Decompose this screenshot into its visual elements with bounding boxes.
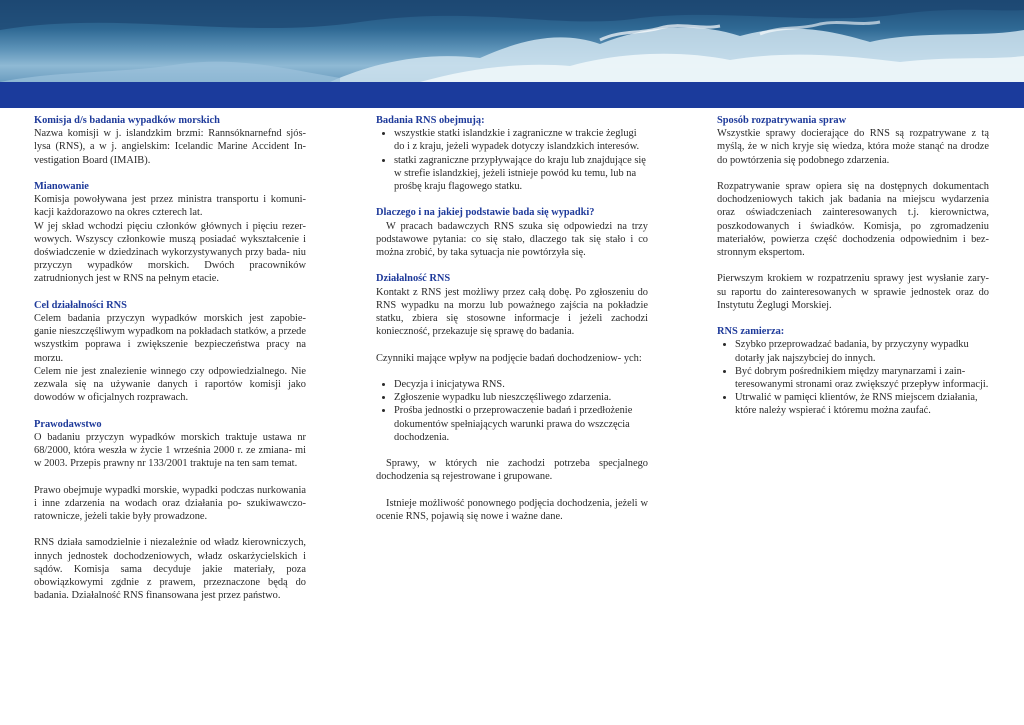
section-prawodawstwo bbox=[34, 418, 306, 471]
column-3 bbox=[717, 114, 989, 431]
section-heading: RNS zamierza: bbox=[717, 326, 785, 338]
wave-image bbox=[0, 0, 1024, 82]
list-item: • statki zagraniczne przypływające do kraju lub znajdujące się w strefie islandzkiej, jeżeli istnieje powód ku temu, lub na prośbę kraju flagowego statku. bbox=[394, 154, 648, 194]
list-item: • wszystkie statki islandzkie i zagraniczne w trakcie żeglugi do i z kraju, jeżeli wypadek dotyczy islandzkich interesów. bbox=[394, 127, 648, 153]
paragraph: RNS działa samodzielnie i niezależnie od władz kierowniczych, innych jednostek dochodzeniowych, władz oskarżycielskich i sądów. Komisja sama decyduje jakie materiały, poza obowiązkowymi zgdnie z prawem, przeznaczone będą do badania. Działalność RNS finansowana jest przez państwo. bbox=[34, 537, 306, 602]
paragraph: Rozpatrywanie spraw opiera się na dostępnych dokumentach dochodzeniowych takich jak badania na miejscu wydarzenia oraz oświadczeniach zainteresowanych t.j. kierownictwa, poszkodowanych i świadków. Komisja, po zgromadzeniu materiałów, powierza część dochodzenia odpowiednim i bez- stronnym ekspertom. bbox=[717, 181, 989, 259]
section-dzialalnosc bbox=[376, 272, 648, 338]
section-sprawy bbox=[376, 457, 648, 483]
section-heading: Mianowanie bbox=[34, 181, 89, 192]
column-2 bbox=[376, 114, 648, 536]
section-prawo bbox=[34, 484, 306, 524]
section-heading: Sposób rozpatrywania spraw bbox=[717, 115, 847, 126]
bullet-list bbox=[376, 378, 648, 444]
paragraph: Nazwa komisji w j. islandzkim brzmi: Rannsóknarnefnd sjós- lysa (RNS), a w j. angielskim: Icelandic Marine Accident In- vestigation Board (IMAIB). bbox=[34, 128, 306, 166]
list-item: • Być dobrym pośrednikiem między marynarzami i zain- teresowanymi stronami oraz zwiększyć przepływ informacji. bbox=[735, 365, 989, 391]
section-czynniki-list bbox=[376, 378, 648, 444]
list-item: • Szybko przeprowadzać badania, by przyczyny wypadku dotarły jak najszybciej do innych. bbox=[735, 338, 989, 364]
paragraph: Kontakt z RNS jest możliwy przez całą dobę. Po zgłoszeniu do RNS wypadku na morzu lub poważnego zajścia na pokładzie statku, zbiera się stosowne informacje i jeżeli zachodzi konieczność, przekazuje się sprawę do badania. bbox=[376, 286, 648, 338]
section-mianowanie bbox=[34, 180, 306, 286]
section-czynniki bbox=[376, 352, 648, 365]
section-dlaczego bbox=[376, 206, 648, 259]
paragraph: Sprawy, w których nie zachodzi potrzeba specjalnego dochodzenia są rejestrowane i grupowane. bbox=[376, 458, 648, 483]
bullet-list bbox=[376, 127, 648, 193]
header-blue-strip bbox=[0, 82, 1024, 108]
paragraph: Celem nie jest znalezienie winnego czy odpowiedzialnego. Nie zezwala się na używanie danych i raportów komisji jako dowodów w oficjalnych rozprawach. bbox=[34, 365, 306, 404]
paragraph: W pracach badawczych RNS szuka się odpowiedzi na trzy podstawowe pytania: co się stało, dlaczego tak się stało i co można zrobić, by taka sytuacja nie powtórzyła się. bbox=[376, 220, 648, 259]
section-zamierza bbox=[717, 325, 989, 417]
column-1 bbox=[34, 114, 306, 616]
section-heading: Dlaczego i na jakiej podstawie bada się wypadki? bbox=[376, 207, 595, 219]
list-item: • Prośba jednostki o przeprowaczenie badań i przedłożenie dokumentów spełniających warunki prawa do wszczęcia dochodzenia. bbox=[394, 404, 648, 444]
section-pierwszy-krok bbox=[717, 272, 989, 312]
paragraph: Czynniki mające wpływ na podjęcie badań dochodzeniow- ych: bbox=[376, 352, 642, 364]
section-heading: Badania RNS obejmują: bbox=[376, 115, 485, 126]
section-heading: Prawodawstwo bbox=[34, 418, 102, 430]
list-item: • Utrwalić w pamięci klientów, że RNS miejscem działania, które należy wspierać i któremu można zaufać. bbox=[735, 391, 989, 417]
section-rns-dziala bbox=[34, 536, 306, 602]
section-sposob bbox=[717, 114, 989, 167]
paragraph: Wszystkie sprawy docierające do RNS są rozpatrywane z tą myślą, że w nich kryje się wiedza, która może stanąć na drodze do powtórzenia się podobnego zdarzenia. bbox=[717, 128, 989, 166]
paragraph: Komisja powoływana jest przez ministra transportu i komuni- kacji każdorazowo na okres czterech lat. bbox=[34, 194, 306, 219]
bullet-list bbox=[717, 338, 989, 417]
paragraph: Celem badania przyczyn wypadków morskich jest zapobie- ganie nieszczęśliwym wypadkom na pokładach statków, a przede wszystkim poprawa i zwiększenie bezpieczeństwa pracy na morzu. bbox=[34, 313, 306, 364]
section-heading: Komisja d/s badania wypadków morskich bbox=[34, 115, 220, 126]
list-item: • Decyzja i inicjatywa RNS. bbox=[394, 378, 648, 391]
section-heading: Cel działalności RNS bbox=[34, 299, 127, 311]
paragraph: W jej skład wchodzi pięciu członków głównych i pięciu rezer- wowych. Wszyscy członkowie muszą posiadać wykształcenie i doświadczenie w dziedzinach wykorzystywanych przy bada- niu przyczyn wypadków morskich. Dwóch pracowników zatrudnionych jest w RNS na pełnym etacie. bbox=[34, 220, 306, 285]
sea-wave-banner bbox=[0, 0, 1024, 82]
section-cel bbox=[34, 299, 306, 405]
list-item: • Zgłoszenie wypadku lub nieszczęśliwego zdarzenia. bbox=[394, 391, 648, 404]
paragraph: Prawo obejmuje wypadki morskie, wypadki podczas nurkowania i inne zdarzenia na wodach oraz działania po- szukiwawczo- ratownicze, jeżeli takie były prowadzone. bbox=[34, 484, 306, 523]
paragraph: O badaniu przyczyn wypadków morskich traktuje ustawa nr 68/2000, która weszła w życie 1 września 2000 r. ze zmiana- mi w 2003. Przepis prawny nr 133/2001 traktuje na ten sam temat. bbox=[34, 431, 306, 470]
paragraph: Pierwszym krokiem w rozpatrzeniu sprawy jest wysłanie zary- su raportu do zainteresowanych w sprawie jednostek oraz do Instytutu Żeglugi Morskiej. bbox=[717, 273, 989, 311]
section-heading: Działalność RNS bbox=[376, 273, 451, 285]
paragraph: Istnieje możliwość ponownego podjęcia dochodzenia, jeżeli w ocenie RNS, pojawią się nowe i ważne dane. bbox=[376, 497, 648, 522]
section-komisja bbox=[34, 114, 306, 167]
section-ponowne bbox=[376, 497, 648, 523]
section-rozpatrywanie bbox=[717, 180, 989, 259]
section-badania-obejmuja bbox=[376, 114, 648, 193]
